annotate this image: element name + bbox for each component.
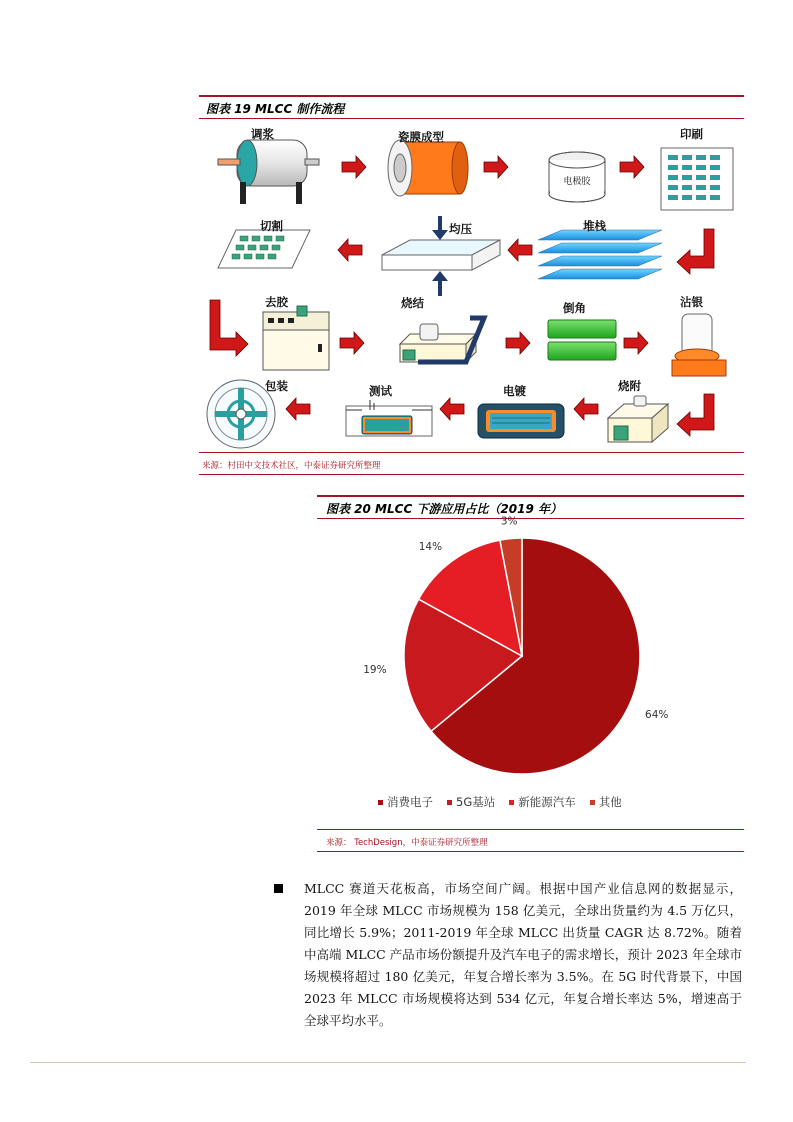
arrow-left-icon	[338, 239, 362, 261]
body-paragraph: MLCC 赛道天花板高，市场空间广阔。根据中国产业信息网的数据显示，2019 年全球 MLCC 市场规模为 158 亿美元，全球出货量约为 4.5 万亿只，同比增长 5.9%；2011-2019 年全球 MLCC 出货量 CAGR 达 8.72%。随着中高端 MLCC 产品市场份额提升及汽车电子的需求增长，预计 2023 年全球市场规模将超过 180 亿美元，年复合增长率为 3.5%。在 5G 时代背景下，中国 2023 年 MLCC 市场规模将达到 534 亿元，年复合增长率达 5%，增速高于全球平均水平。	[304, 881, 742, 1028]
legend-label: 其他	[598, 795, 622, 809]
legend-item-ev	[509, 794, 576, 810]
step-label-junya: 均压	[449, 222, 472, 236]
arrow-turn-icon	[210, 300, 248, 356]
fig19-top-rule	[199, 95, 744, 97]
step-label-daojiao: 倒角	[563, 301, 586, 315]
arrow-right-icon	[620, 156, 644, 178]
chamfered-chips-icon	[548, 320, 616, 360]
arrow-right-icon	[506, 332, 530, 354]
cutting-grid-icon	[218, 230, 310, 268]
legend-item-other	[590, 794, 622, 810]
fig19-source: 来源：村田中文技术社区，中泰证券研究所整理	[202, 461, 381, 471]
pie-data-label-2: 14%	[418, 540, 443, 553]
sintering-furnace-icon	[400, 318, 484, 362]
legend-swatch	[447, 800, 452, 805]
stacking-layers-icon	[538, 230, 662, 279]
legend-label: 5G基站	[456, 795, 496, 809]
pie-data-label-0: 64%	[645, 708, 669, 721]
fig20-source-rule	[317, 829, 744, 830]
arrow-left-icon	[440, 398, 464, 420]
arrow-turn-icon	[677, 229, 714, 274]
fig20-bottom-rule	[317, 851, 744, 852]
step-label-qujiao: 去胶	[265, 295, 288, 309]
arrow-turn-icon	[677, 394, 714, 436]
pie-data-label-1: 19%	[363, 663, 387, 676]
step-label-duizhan: 堆栈	[583, 219, 606, 233]
mlcc-process-diagram	[0, 118, 793, 458]
arrow-left-icon	[508, 239, 532, 261]
pie-legend	[378, 794, 622, 810]
step-label-ceshi: 测试	[369, 384, 392, 398]
arrow-right-icon	[342, 156, 366, 178]
plating-chip-icon	[478, 404, 564, 438]
mixing-machine-icon	[218, 140, 319, 204]
pie-data-label-3: 3%	[500, 515, 518, 528]
legend-swatch	[509, 800, 514, 805]
step-label-zhanyin: 沾银	[680, 295, 703, 309]
fig19-title: 图表 19 MLCC 制作流程	[206, 102, 345, 116]
step-label-yinshua: 印刷	[680, 127, 703, 141]
legend-item-5g	[447, 794, 495, 810]
arrow-left-icon	[286, 398, 310, 420]
binder-removal-oven-icon	[263, 306, 329, 370]
fig19-bottom-rule	[199, 474, 744, 475]
legend-item-consumer	[378, 794, 433, 810]
step-label-cimo: 瓷膜成型	[398, 130, 444, 144]
legend-swatch	[378, 800, 383, 805]
arrow-right-icon	[484, 156, 508, 178]
fig20-title: 图表 20 MLCC 下游应用占比（2019 年）	[326, 502, 563, 516]
printing-sheet-icon	[661, 148, 733, 210]
silver-dipping-icon	[672, 314, 726, 376]
testing-icon	[346, 400, 432, 436]
step-label-qiege: 切割	[260, 219, 283, 233]
arrow-right-icon	[624, 332, 648, 354]
isostatic-press-icon	[382, 216, 500, 296]
fig20-source: 来源： TechDesign，中泰证券研究所整理	[326, 838, 488, 848]
step-label-shaofu: 烧附	[618, 379, 641, 393]
arrow-right-icon	[340, 332, 364, 354]
step-label-baozhuang: 包装	[265, 379, 288, 393]
fig19-source-rule	[199, 452, 744, 453]
footer-rule	[30, 1062, 746, 1063]
legend-swatch	[590, 800, 595, 805]
electrode-paste-label: 电极胶	[563, 177, 591, 187]
downstream-pie-chart	[330, 515, 750, 788]
tape-casting-icon	[388, 140, 468, 196]
fig20-title-rule	[317, 518, 744, 519]
step-label-diandu: 电镀	[503, 384, 526, 398]
bullet-square-icon	[274, 884, 283, 893]
arrow-left-icon	[574, 398, 598, 420]
fig20-top-rule	[317, 495, 744, 497]
legend-label: 消费电子	[387, 795, 433, 809]
step-label-tiaojiang: 调浆	[251, 127, 274, 141]
step-label-shaojie: 烧结	[401, 296, 424, 310]
firing-attach-icon	[608, 396, 668, 442]
legend-label: 新能源汽车	[518, 795, 576, 809]
